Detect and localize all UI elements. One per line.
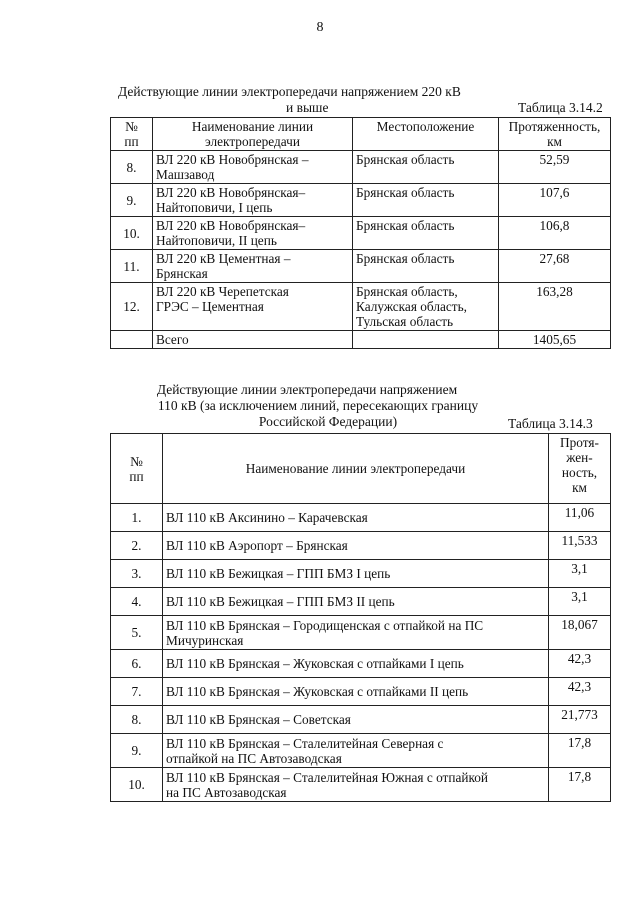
table-row	[111, 616, 611, 650]
table2-cell-length: 17,8	[549, 734, 611, 768]
table2-cell-num: 5.	[111, 616, 163, 650]
table2-caption	[118, 382, 518, 430]
table2-cell-length: 11,06	[549, 504, 611, 532]
table2-cell-length: 18,067	[549, 616, 611, 650]
table2-cell-name: ВЛ 110 кВ Аксинино – Карачевская	[163, 504, 549, 532]
table1-cell-num: 12.	[111, 283, 153, 331]
table1-total-label: Всего	[153, 331, 353, 349]
table-row	[111, 532, 611, 560]
table-row	[111, 650, 611, 678]
table2-cell-name: ВЛ 110 кВ Брянская – Сталелитейная Северная с отпайкой на ПС Автозаводская	[163, 734, 549, 768]
table2-cell-name: ВЛ 110 кВ Аэропорт – Брянская	[163, 532, 549, 560]
table1-caption-line1: Действующие линии электропередачи напряжением 220 кВ	[118, 84, 461, 99]
table1-cell-location: Брянская область	[353, 217, 499, 250]
table-row	[111, 768, 611, 802]
table1-cell-location: Брянская область	[353, 250, 499, 283]
table2-header-length: Протя- жен- ность, км	[549, 434, 611, 504]
table2-caption-line3: Российской Федерации)	[258, 414, 398, 429]
table2-caption-line2: 110 кВ (за исключением линий, пересекающих границу	[157, 398, 479, 413]
table2-cell-length: 42,3	[549, 678, 611, 706]
table2-cell-length: 17,8	[549, 768, 611, 802]
table2-cell-num: 1.	[111, 504, 163, 532]
table1-cell-length: 106,8	[499, 217, 611, 250]
table1-cell-name: ВЛ 220 кВ Новобрянская– Найтоповичи, II цепь	[153, 217, 353, 250]
table2-cell-name: ВЛ 110 кВ Брянская – Городищенская с отпайкой на ПС Мичуринская	[163, 616, 549, 650]
table2-cell-length: 11,533	[549, 532, 611, 560]
table2-cell-num: 6.	[111, 650, 163, 678]
table2-cell-name: ВЛ 110 кВ Брянская – Жуковская с отпайками I цепь	[163, 650, 549, 678]
table2-cell-num: 10.	[111, 768, 163, 802]
table1-cell-length: 52,59	[499, 151, 611, 184]
table1-cell-num: 9.	[111, 184, 153, 217]
page-number: 8	[316, 20, 324, 35]
table2	[110, 433, 611, 802]
table1-header-length: Протяженность, км	[499, 118, 611, 151]
table-row	[111, 283, 611, 331]
table2-label: Таблица 3.14.3	[508, 416, 593, 431]
table1-cell-name: ВЛ 220 кВ Новобрянская – Машзавод	[153, 151, 353, 184]
table-row	[111, 706, 611, 734]
table1-header-name: Наименование линии электропередачи	[153, 118, 353, 151]
table1-cell-location: Брянская область, Калужская область, Тульская область	[353, 283, 499, 331]
table2-cell-length: 21,773	[549, 706, 611, 734]
table2-cell-num: 3.	[111, 560, 163, 588]
table2-cell-num: 2.	[111, 532, 163, 560]
table-row	[111, 588, 611, 616]
table2-cell-num: 4.	[111, 588, 163, 616]
table2-cell-name: ВЛ 110 кВ Бежицкая – ГПП БМЗ II цепь	[163, 588, 549, 616]
table2-cell-name: ВЛ 110 кВ Бежицкая – ГПП БМЗ I цепь	[163, 560, 549, 588]
table1-header-num: № пп	[111, 118, 153, 151]
table2-cell-name: ВЛ 110 кВ Брянская – Жуковская с отпайками II цепь	[163, 678, 549, 706]
table1-cell-length: 107,6	[499, 184, 611, 217]
table1-header-row	[111, 118, 611, 151]
table1-cell-name: ВЛ 220 кВ Новобрянская– Найтоповичи, I цепь	[153, 184, 353, 217]
table-row	[111, 504, 611, 532]
table1-cell-num: 10.	[111, 217, 153, 250]
table1-cell-num: 11.	[111, 250, 153, 283]
table2-header-row	[111, 434, 611, 504]
table2-cell-num: 8.	[111, 706, 163, 734]
table1-caption	[118, 84, 518, 116]
table2-cell-name: ВЛ 110 кВ Брянская – Сталелитейная Южная с отпайкой на ПС Автозаводская	[163, 768, 549, 802]
table-row	[111, 250, 611, 283]
table1-cell-name: ВЛ 220 кВ Черепетская ГРЭС – Цементная	[153, 283, 353, 331]
table2-cell-num: 7.	[111, 678, 163, 706]
table2-cell-length: 42,3	[549, 650, 611, 678]
table2-header-num: № пп	[111, 434, 163, 504]
table1-total-value: 1405,65	[499, 331, 611, 349]
table1-total-empty-2	[353, 331, 499, 349]
table2-header-name: Наименование линии электропередачи	[163, 434, 549, 504]
table2-cell-num: 9.	[111, 734, 163, 768]
table1	[110, 117, 611, 349]
table1-label: Таблица 3.14.2	[518, 100, 603, 115]
table1-cell-location: Брянская область	[353, 184, 499, 217]
table2-caption-line1: Действующие линии электропередачи напряжением	[156, 382, 458, 397]
table1-cell-num: 8.	[111, 151, 153, 184]
table-row	[111, 217, 611, 250]
table2-cell-length: 3,1	[549, 588, 611, 616]
table1-cell-length: 163,28	[499, 283, 611, 331]
table1-header-location: Местоположение	[353, 118, 499, 151]
table-row	[111, 678, 611, 706]
table-row	[111, 184, 611, 217]
table1-caption-line2: и выше	[286, 100, 329, 115]
table1-cell-length: 27,68	[499, 250, 611, 283]
table1-total-empty	[111, 331, 153, 349]
table1-cell-location: Брянская область	[353, 151, 499, 184]
table1-cell-name: ВЛ 220 кВ Цементная – Брянская	[153, 250, 353, 283]
table-row	[111, 560, 611, 588]
table-row	[111, 151, 611, 184]
table2-cell-name: ВЛ 110 кВ Брянская – Советская	[163, 706, 549, 734]
table2-cell-length: 3,1	[549, 560, 611, 588]
table-row	[111, 734, 611, 768]
table1-total-row	[111, 331, 611, 349]
